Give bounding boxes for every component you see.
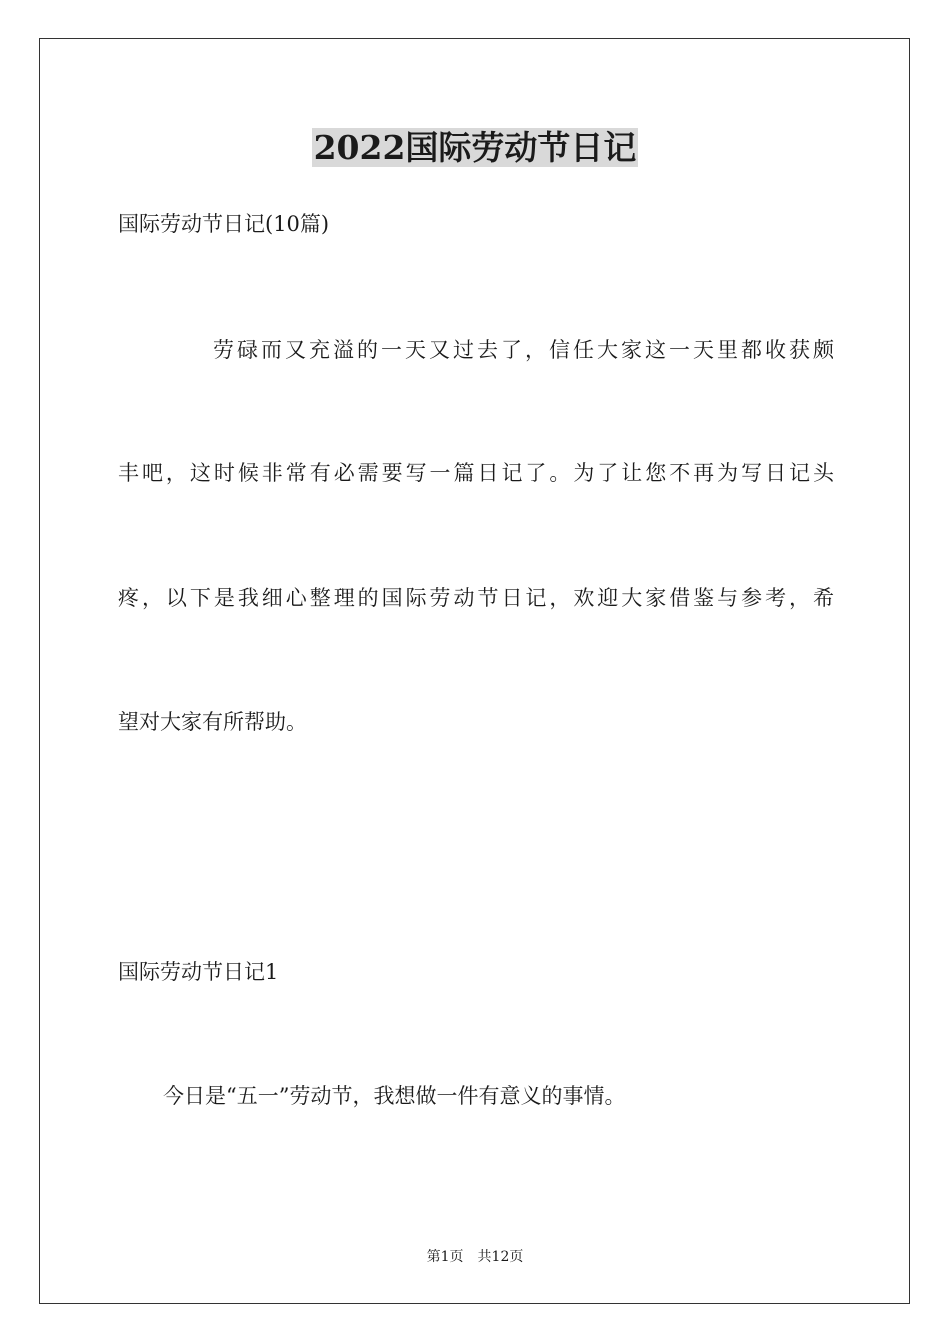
section-heading: 国际劳动节日记1 xyxy=(118,960,279,984)
page-footer xyxy=(0,1247,950,1267)
section-paragraph-line: 今日是“五一”劳动节，我想做一件有意义的事情。 xyxy=(163,1084,626,1108)
intro-line-3: 疼，以下是我细心整理的国际劳动节日记，欢迎大家借鉴与参考，希 xyxy=(118,586,834,610)
intro-line-1: 劳碌而又充溢的一天又过去了，信任大家这一天里都收获颇 xyxy=(213,338,834,362)
page-total: 共12页 xyxy=(477,1249,524,1265)
document-title xyxy=(0,126,950,170)
document-subtitle: 国际劳动节日记(10篇) xyxy=(118,212,330,236)
document-title-text: 2022国际劳动节日记 xyxy=(313,128,637,167)
intro-line-2: 丰吧，这时候非常有必需要写一篇日记了。为了让您不再为写日记头 xyxy=(118,461,834,485)
page-number: 第1页 xyxy=(426,1249,464,1265)
intro-line-4: 望对大家有所帮助。 xyxy=(118,710,307,734)
